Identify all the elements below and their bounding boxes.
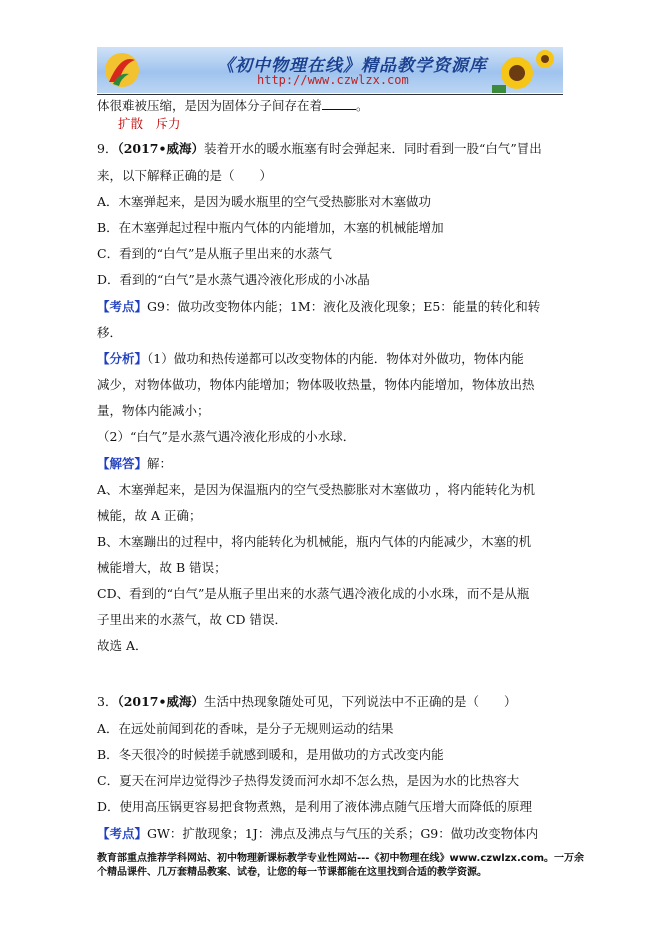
logo-icon [99,50,145,90]
prev-question-line: 体很难被压缩，是因为固体分子间存在着 。 [97,98,369,113]
q3-option-b: B．冬天很冷的时候搓手就感到暖和，是用做功的方式改变内能 [97,747,444,762]
q3-option-d: D．使用高压锅更容易把食物煮熟，是利用了液体沸点随气压增大而降低的原理 [97,799,533,814]
q9-fenxi-line3: 量，物体内能减小； [97,403,210,418]
q9-kaodian-line1: 【考点】G9：做功改变物体内能；1M：液化及液化现象；E5：能量的转化和转 [97,299,541,314]
q9-source: （2017•威海） [117,141,204,156]
q3-option-a: A．在远处前闻到花的香味，是分子无规则运动的结果 [97,721,394,736]
q9-option-b: B．在木塞弹起过程中瓶内气体的内能增加，木塞的机械能增加 [97,220,444,235]
q9-fenxi-line2: 减少，对物体做功，物体内能增加；物体吸收热量，物体内能增加，物体放出热 [97,377,535,392]
q9-jieda-line6: 子里出来的水蒸气，故 CD 错误． [97,612,288,627]
header-banner [97,47,563,93]
prev-answer: 扩散 斥力 [118,116,181,131]
q9-jieda-line1: A、木塞弹起来，是因为保温瓶内的空气受热膨胀对木塞做功 ，将内能转化为机 [97,482,536,497]
q9-jieda-line5: CD、看到的“白气”是从瓶子里出来的水蒸气遇冷液化成的小水珠，而不是从瓶 [97,586,530,601]
q9-stem-line1: 9．（2017•威海）装着开水的暖水瓶塞有时会弹起来．同时看到一股“白气”冒出 [97,141,542,156]
footer-line1: 教育部重点推荐学科网站、初中物理新课标教学专业性网站---《初中物理在线》www.czwlzx.com。一万余 [97,853,585,864]
q3-kaodian: 【考点】GW：扩散现象；1J：沸点及沸点与气压的关系；G9：做功改变物体内 [97,826,539,841]
q9-option-a: A．木塞弹起来，是因为暖水瓶里的空气受热膨胀对木塞做功 [97,194,432,209]
q9-fenxi-line4: （2）“白气”是水蒸气遇冷液化形成的小水球． [97,429,356,444]
q3-source: （2017•威海） [117,694,204,709]
q9-kaodian-line2: 移． [97,325,123,340]
q9-option-d: D．看到的“白气”是水蒸气遇冷液化形成的小冰晶 [97,272,370,287]
q9-fenxi-line1: 【分析】（1）做功和热传递都可以改变物体的内能．物体对外做功，物体内能 [97,351,524,366]
q9-jieda-line0: 【解答】解： [97,456,173,471]
q3-stem: 3．（2017•威海）生活中热现象随处可见，下列说法中不正确的是（ ） [97,694,517,709]
q9-stem-line2: 来，以下解释正确的是（ ） [97,168,273,183]
q9-jieda-line3: B、木塞蹦出的过程中，将内能转化为机械能，瓶内气体的内能减少，木塞的机 [97,534,532,549]
q9-jieda-line7: 故选 A． [97,638,148,653]
q9-jieda-line4: 械能增大，故 B 错误； [97,560,227,575]
header-rule [97,94,563,95]
banner-url[interactable]: http://www.czwlzx.com [257,73,409,87]
q9-jieda-line2: 械能，故 A 正确； [97,508,202,523]
banner-title: 《初中物理在线》精品教学资源库 [217,56,487,76]
sunflower-icon [487,49,557,93]
footer-line2: 个精品课件、几万套精品教案、试卷，让您的每一节课都能在这里找到合适的教学资源。 [97,867,487,878]
q9-option-c: C．看到的“白气”是从瓶子里出来的水蒸气 [97,246,332,261]
q3-option-c: C．夏天在河岸边觉得沙子热得发烫而河水却不怎么热，是因为水的比热容大 [97,773,520,788]
answer-blank [322,97,356,110]
